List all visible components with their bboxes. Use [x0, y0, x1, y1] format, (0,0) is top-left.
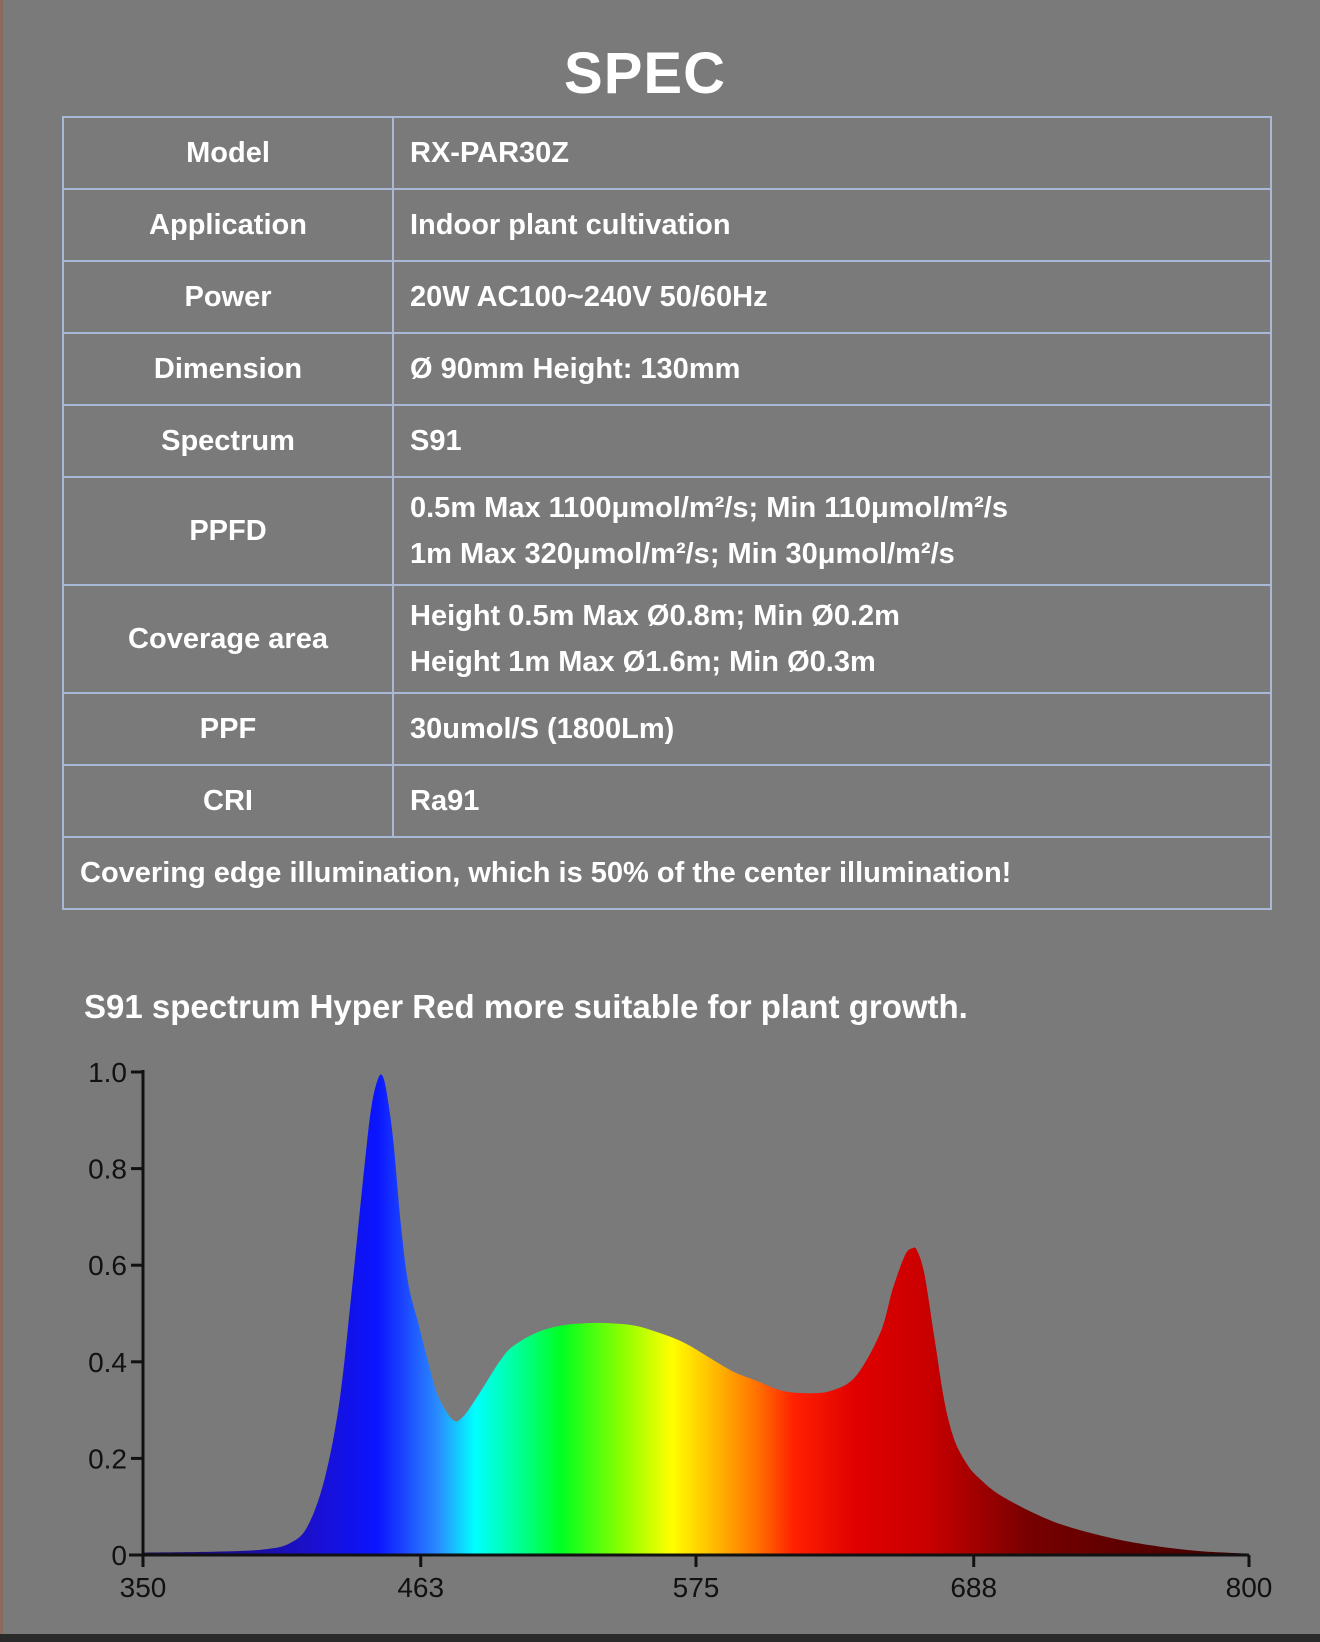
spec-value-line: S91: [410, 425, 462, 457]
spec-value-line: Ra91: [410, 785, 480, 817]
spec-label: CRI: [63, 765, 393, 837]
chart-title: S91 spectrum Hyper Red more suitable for plant growth.: [84, 988, 968, 1025]
spec-value-line: 20W AC100~240V 50/60Hz: [410, 281, 768, 313]
spec-row-power: [63, 261, 1271, 333]
spec-label: Dimension: [63, 333, 393, 405]
x-tick-label: 350: [119, 1572, 167, 1600]
spec-table: [62, 116, 1272, 910]
y-tick-label: 0.2: [88, 1443, 127, 1475]
spec-label: Spectrum: [63, 405, 393, 477]
spec-row-coverage-area: [63, 585, 1271, 693]
spec-note: Covering edge illumination, which is 50% of the center illumination!: [63, 837, 1271, 909]
spec-row-dimension: [63, 333, 1271, 405]
spec-value: [393, 693, 1271, 765]
x-tick-label: 688: [950, 1572, 998, 1600]
spec-label: Application: [63, 189, 393, 261]
bottom-edge-strip: [0, 1634, 1320, 1642]
spec-label: Model: [63, 117, 393, 189]
spec-value: [393, 117, 1271, 189]
y-tick-label: 0.8: [88, 1153, 127, 1185]
spec-value-line: Height 0.5m Max Ø0.8m; Min Ø0.2m: [410, 600, 900, 632]
y-tick-label: 1.0: [88, 1057, 127, 1088]
spec-value: [393, 765, 1271, 837]
spec-value: [393, 477, 1271, 585]
x-tick-label: 463: [397, 1572, 445, 1600]
y-tick-label: 0.6: [88, 1250, 127, 1282]
spec-value: [393, 333, 1271, 405]
spec-label: Coverage area: [63, 585, 393, 693]
spec-row-ppfd: [63, 477, 1271, 585]
spec-value: [393, 189, 1271, 261]
spec-value-line: 0.5m Max 1100μmol/m²/s; Min 110μmol/m²/s: [410, 492, 1008, 524]
spec-value-line: RX-PAR30Z: [410, 137, 569, 169]
spec-row-application: [63, 189, 1271, 261]
spec-row-ppf: [63, 693, 1271, 765]
spec-value: [393, 585, 1271, 693]
spec-value-line: 30umol/S (1800Lm): [410, 713, 675, 745]
spectrum-area: [143, 1074, 1249, 1555]
spectrum-chart: [0, 1040, 1320, 1600]
spec-row-spectrum: [63, 405, 1271, 477]
spec-value-line: Height 1m Max Ø1.6m; Min Ø0.3m: [410, 646, 876, 678]
spec-row-model: [63, 117, 1271, 189]
spec-row-cri: [63, 765, 1271, 837]
y-tick-label: 0.4: [88, 1346, 127, 1378]
spec-value-line: Ø 90mm Height: 130mm: [410, 353, 741, 385]
spec-label: PPFD: [63, 477, 393, 585]
spec-value: [393, 405, 1271, 477]
spec-value-line: 1m Max 320μmol/m²/s; Min 30μmol/m²/s: [410, 538, 955, 570]
spec-value: [393, 261, 1271, 333]
y-tick-label: 0: [111, 1540, 127, 1571]
spec-label: Power: [63, 261, 393, 333]
x-tick-label: 800: [1225, 1572, 1273, 1600]
spec-value-line: Indoor plant cultivation: [410, 209, 731, 241]
spec-row-note: [63, 837, 1271, 909]
spec-label: PPF: [63, 693, 393, 765]
x-tick-label: 575: [672, 1572, 720, 1600]
page-title: SPEC: [564, 41, 726, 106]
